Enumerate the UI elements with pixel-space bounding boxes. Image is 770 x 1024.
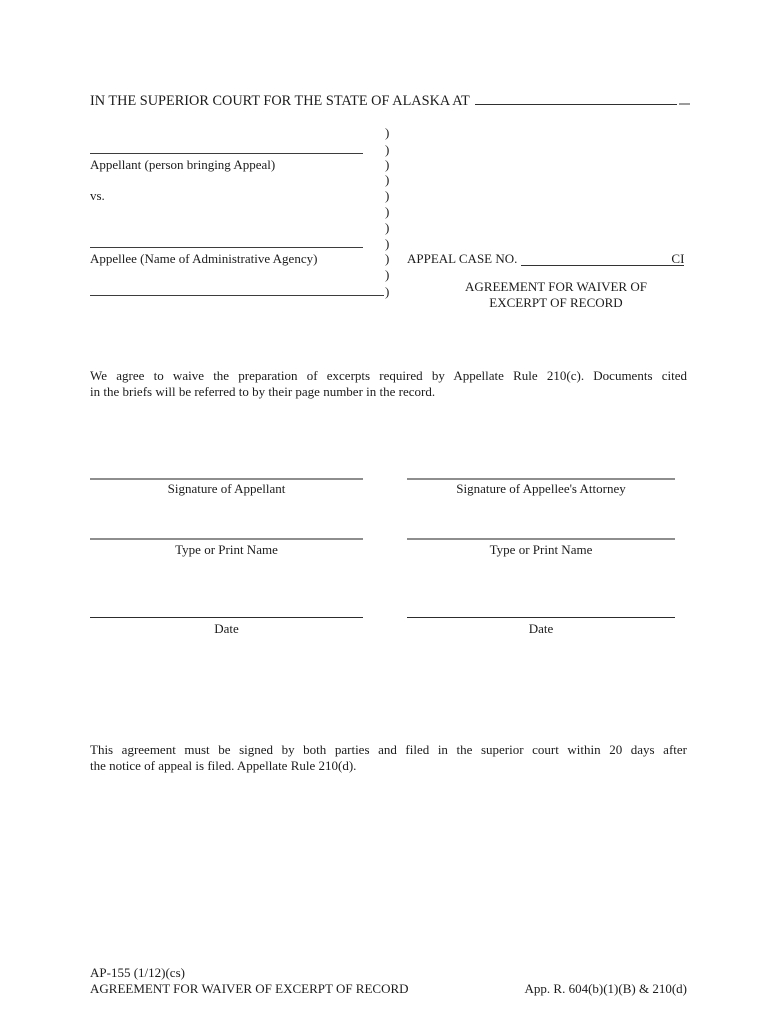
footer-form-title: AGREEMENT FOR WAIVER OF EXCERPT OF RECORD [90, 980, 409, 996]
caption-row [90, 188, 690, 204]
appeal-case-no-suffix: CI [671, 251, 685, 266]
appellee-print-name-line [407, 538, 675, 540]
caption-row [90, 141, 690, 157]
form-number: AP-155 (1/12)(cs) [90, 965, 185, 980]
appellant-signature-line [90, 478, 363, 480]
caption-row [90, 157, 690, 173]
caption-bottom-blank-line [90, 283, 384, 296]
form-title [420, 279, 692, 311]
caption-row [90, 204, 690, 220]
court-location-blank-line [475, 91, 677, 105]
caption-paren: ) [385, 125, 390, 140]
appellee-attorney-signature-line [407, 478, 675, 480]
form-footer [90, 965, 687, 997]
caption-paren: ) [385, 203, 390, 219]
appellant-name-blank-line [90, 141, 363, 154]
case-caption [90, 125, 690, 310]
agreement-paragraph-line2: in the briefs will be referred to by their page number in the record. [90, 384, 436, 400]
caption-row [90, 220, 690, 236]
appeal-case-no-blank-line [521, 252, 684, 266]
caption-row [90, 235, 690, 251]
caption-row [90, 172, 690, 188]
appellee-label: Appellee (Name of Administrative Agency) [90, 251, 318, 266]
stray-underscore-mark [679, 91, 690, 105]
appellant-print-name-line [90, 538, 363, 540]
caption-paren: ) [385, 266, 390, 282]
appellee-attorney-signature-label: Signature of Appellee's Attorney [456, 481, 626, 496]
appellant-print-name-label: Type or Print Name [175, 542, 278, 557]
appellee-date-line [407, 617, 675, 618]
appellee-date-label: Date [528, 621, 554, 636]
caption-paren: ) [385, 283, 390, 299]
form-title-line2: EXCERPT OF RECORD [489, 294, 623, 310]
caption-paren: ) [385, 172, 390, 188]
agreement-paragraph-line1: We agree to waive the preparation of excerpts required by Appellate Rule 210(c). Documents cited [90, 368, 687, 383]
appeal-case-no-label: APPEAL CASE NO. [407, 251, 518, 266]
caption-paren: ) [385, 219, 390, 235]
caption-paren: ) [385, 251, 390, 266]
footer-rule-reference: App. R. 604(b)(1)(B) & 210(d) [524, 980, 687, 996]
appellee-print-name-label: Type or Print Name [489, 542, 593, 557]
versus-label: vs. [90, 188, 105, 203]
appellant-signature-label: Signature of Appellant [167, 481, 286, 496]
appellee-name-blank-line [90, 235, 363, 248]
caption-paren: ) [385, 188, 390, 203]
form-title-line1: AGREEMENT FOR WAIVER OF [465, 279, 647, 294]
caption-row [90, 125, 690, 141]
appellant-label: Appellant (person bringing Appeal) [90, 156, 276, 172]
filing-notice-line2: the notice of appeal is filed. Appellate Rule 210(d). [90, 758, 357, 774]
filing-notice-line1: This agreement must be signed by both parties and filed in the superior court within 20 days after [90, 742, 687, 757]
filing-notice-paragraph [90, 742, 687, 774]
court-title-line [90, 91, 690, 109]
court-title-text: IN THE SUPERIOR COURT FOR THE STATE OF ALASKA AT [90, 93, 470, 109]
caption-row [90, 251, 690, 267]
appellant-date-line [90, 617, 363, 618]
agreement-paragraph [90, 368, 687, 400]
caption-paren: ) [385, 236, 390, 252]
appellant-date-label: Date [214, 621, 239, 636]
caption-paren: ) [385, 141, 390, 157]
caption-paren: ) [385, 156, 390, 172]
